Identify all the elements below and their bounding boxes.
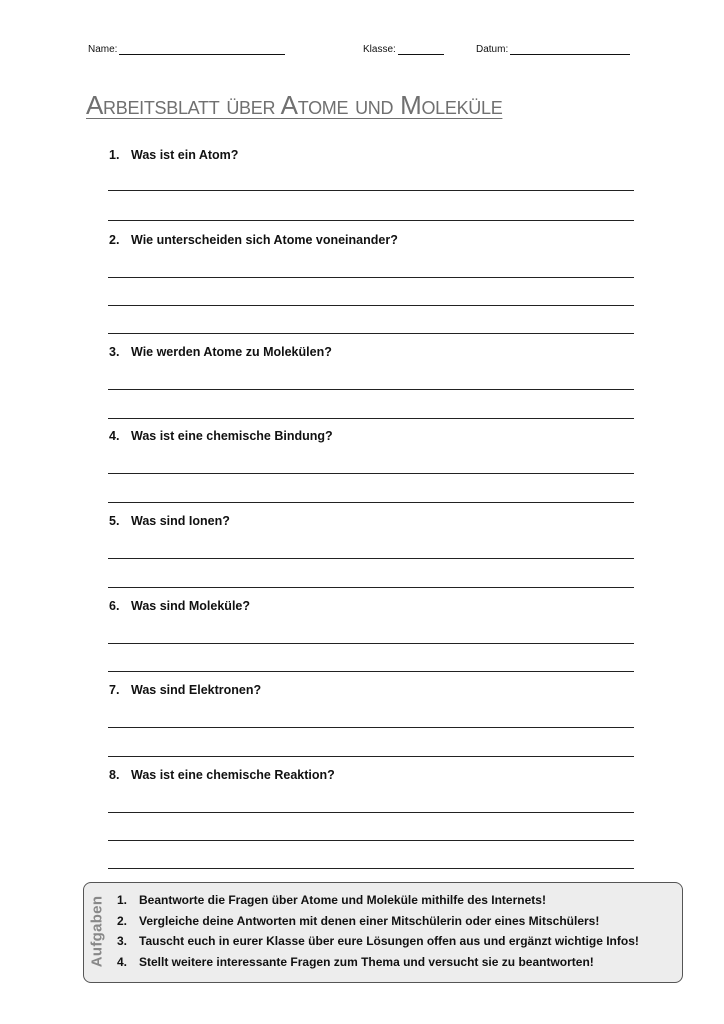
answer-line-q7-1[interactable] [108,727,634,728]
datum-label: Datum: [476,44,509,55]
question-number: 6. [109,599,120,613]
question-number: 4. [109,429,120,443]
question-number: 3. [109,345,120,359]
question-8 [109,768,335,782]
question-5 [109,514,230,528]
question-text: Wie werden Atome zu Molekülen? [131,345,332,359]
question-text: Was ist ein Atom? [131,148,239,162]
question-2 [109,233,398,247]
question-3 [109,345,332,359]
task-number: 2. [117,913,128,928]
worksheet-title: Arbeitsblatt über Atome und Moleküle [86,90,503,120]
question-text: Was sind Ionen? [131,514,230,528]
answer-line-q4-2[interactable] [108,502,634,503]
answer-line-q3-2[interactable] [108,418,634,419]
answer-line-q3-1[interactable] [108,389,634,390]
answer-line-q6-1[interactable] [108,643,634,644]
answer-line-q5-1[interactable] [108,558,634,559]
answer-line-q5-2[interactable] [108,587,634,588]
answer-line-q1-1[interactable] [108,190,634,191]
question-number: 1. [109,148,120,162]
answer-line-q6-2[interactable] [108,671,634,672]
answer-line-q8-2[interactable] [108,840,634,841]
answer-line-q7-2[interactable] [108,756,634,757]
question-text: Was ist eine chemische Bindung? [131,429,333,443]
name-label: Name: [88,44,118,55]
task-item-2 [117,911,639,932]
question-text: Was sind Moleküle? [131,599,251,613]
task-item-4 [117,952,639,973]
answer-line-q8-3[interactable] [108,868,634,869]
question-number: 8. [109,768,120,782]
task-box-label [86,887,108,975]
task-text: Vergleiche deine Antworten mit denen einer Mitschülerin oder eines Mitschülers! [139,913,600,928]
answer-line-q2-1[interactable] [108,277,634,278]
question-number: 2. [109,233,120,247]
task-item-1 [117,890,639,911]
answer-line-q2-2[interactable] [108,305,634,306]
answer-line-q1-2[interactable] [108,220,634,221]
question-4 [109,429,333,443]
answer-line-q8-1[interactable] [108,812,634,813]
klasse-label: Klasse: [363,44,396,55]
question-number: 7. [109,683,120,697]
task-list [117,890,639,972]
task-number: 4. [117,954,128,969]
task-text: Stellt weitere interessante Fragen zum Thema und versucht sie zu beantworten! [139,954,594,969]
answer-line-q2-3[interactable] [108,333,634,334]
question-1 [109,148,238,162]
answer-line-q4-1[interactable] [108,473,634,474]
question-text: Was ist eine chemische Reaktion? [131,768,335,782]
task-number: 3. [117,934,128,948]
task-text: Tauscht euch in eurer Klasse über eure Lösungen offen aus und ergänzt wichtige Infos! [139,934,639,948]
question-text: Was sind Elektronen? [131,683,262,697]
task-number: 1. [117,893,128,907]
task-text: Beantworte die Fragen über Atome und Moleküle mithilfe des Internets! [139,893,546,907]
question-7 [109,683,261,697]
question-6 [109,599,250,613]
task-box-label-text: Aufgaben [88,895,106,967]
question-text: Wie unterscheiden sich Atome voneinander? [131,233,398,247]
question-number: 5. [109,514,120,528]
task-item-3 [117,931,639,952]
task-box [83,882,683,983]
